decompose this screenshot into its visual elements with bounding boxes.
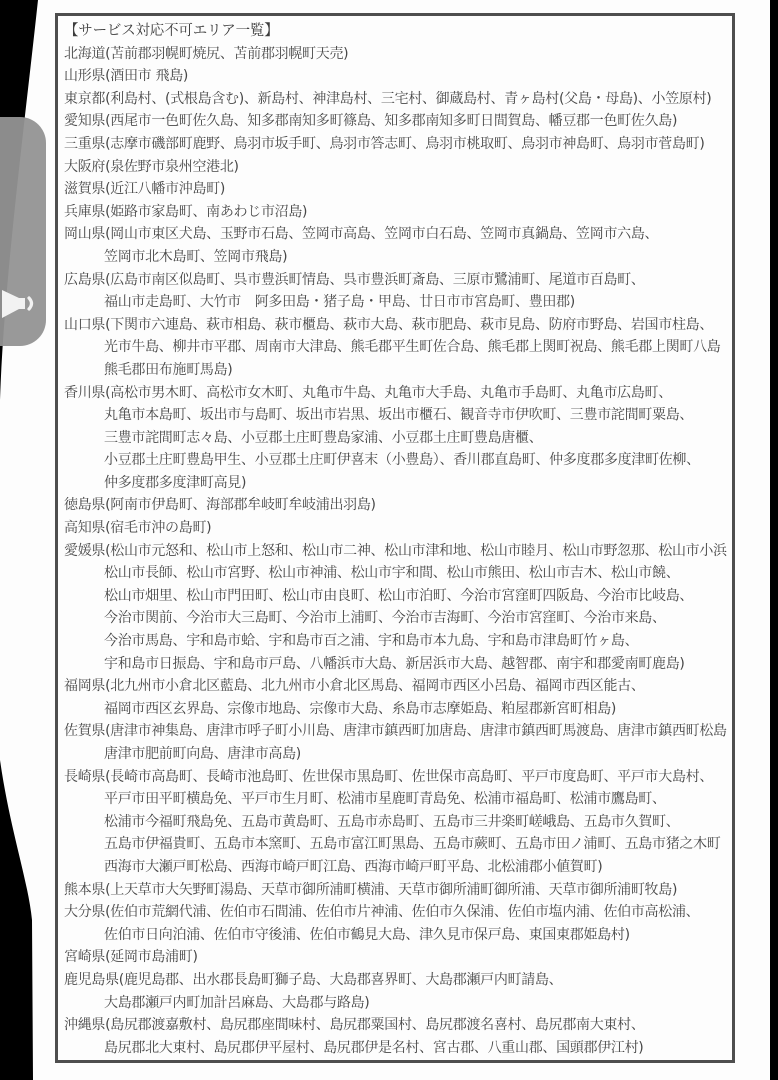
area-line: 兵庫県(姫路市家島町、南あわじ市沼島) bbox=[64, 203, 308, 220]
area-line: 今治市馬島、宇和島市蛤、宇和島市百之浦、宇和島市本九島、宇和島市津島町竹ヶ島、 bbox=[104, 633, 639, 650]
area-line: 鹿児島県(鹿児島郡、出水郡長島町獅子島、大島郡喜界町、大島郡瀬戸内町請島、 bbox=[64, 971, 563, 988]
area-line: 大阪府(泉佐野市泉州空港北) bbox=[64, 158, 239, 175]
area-line: 北海道(苫前郡羽幌町焼尻、苫前郡羽幌町天売) bbox=[64, 45, 349, 62]
area-line: 松山市長師、松山市宮野、松山市神浦、松山市宇和間、松山市熊田、松山市吉木、松山市饒、 bbox=[104, 565, 680, 582]
area-line: 小豆郡土庄町豊島甲生、小豆郡土庄町伊喜末（小豊島）、香川郡直島町、仲多度郡多度津町佐柳、 bbox=[104, 452, 700, 469]
area-line: 徳島県(阿南市伊島町、海部郡牟岐町牟岐浦出羽島) bbox=[64, 497, 376, 514]
area-line: 西海市大瀬戸町松島、西海市崎戸町江島、西海市崎戸町平島、北松浦郡小値賀町) bbox=[104, 858, 603, 875]
area-line: 佐伯市日向泊浦、佐伯市守後浦、佐伯市鶴見大島、津久見市保戸島、東国東郡姫島村) bbox=[104, 926, 630, 943]
area-line: 福岡市西区玄界島、宗像市地島、宗像市大島、糸島市志摩姫島、粕屋郡新宮町相島) bbox=[104, 700, 617, 717]
area-line: 宇和島市日振島、宇和島市戸島、八幡浜市大島、新居浜市大島、越智郡、南宇和郡愛南町鹿島) bbox=[104, 655, 685, 672]
area-line: 山形県(酒田市 飛島) bbox=[64, 68, 189, 85]
speaker-low-volume-icon bbox=[0, 285, 38, 323]
area-line: 光市牛島、柳井市平郡、周南市大津島、熊毛郡平生町佐合島、熊毛郡上関町祝島、熊毛郡上関町八島 bbox=[104, 339, 721, 356]
player-volume-overlay bbox=[0, 117, 46, 346]
area-line: 笠岡市北木島町、笠岡市飛島) bbox=[104, 248, 288, 265]
area-line: 香川県(高松市男木町、高松市女木町、丸亀市牛島、丸亀市大手島、丸亀市手島町、丸亀市広島町、 bbox=[64, 384, 672, 401]
area-line: 岡山県(岡山市東区犬島、玉野市石島、笠岡市高島、笠岡市白石島、笠岡市真鍋島、笠岡市六島、 bbox=[64, 226, 659, 243]
area-line: 滋賀県(近江八幡市沖島町) bbox=[64, 181, 226, 198]
area-line: 熊本県(上天草市大矢野町湯島、天草市御所浦町横浦、天草市御所浦町御所浦、天草市御所浦町牧島) bbox=[64, 881, 678, 898]
area-line: 大分県(佐伯市荒網代浦、佐伯市石間浦、佐伯市片神浦、佐伯市久保浦、佐伯市塩内浦、佐伯市高松浦、 bbox=[64, 904, 700, 921]
area-line: 宮崎県(延岡市島浦町) bbox=[64, 949, 198, 966]
area-line: 高知県(宿毛市沖の島町) bbox=[64, 520, 212, 537]
area-line: 熊毛郡田布施町馬島) bbox=[104, 361, 233, 378]
area-line: 唐津市肥前町向島、唐津市高島) bbox=[104, 746, 301, 762]
area-line: 佐賀県(唐津市神集島、唐津市呼子町小川島、唐津市鎮西町加唐島、唐津市鎮西町馬渡島、唐津市鎮西町松島 bbox=[64, 723, 727, 740]
area-line: 大島郡瀬戸内町加計呂麻島、大島郡与路島) bbox=[104, 994, 370, 1011]
area-line: 広島県(広島市南区似島町、呉市豊浜町情島、呉市豊浜町斎島、三原市鷺浦町、尾道市百島町、 bbox=[64, 271, 645, 288]
area-line: 今治市関前、今治市大三島町、今治市上浦町、今治市吉海町、今治市宮窪町、今治市来島、 bbox=[104, 610, 666, 627]
area-line: 沖縄県(島尻郡渡嘉敷村、島尻郡座間味村、島尻郡粟国村、島尻郡渡名喜村、島尻郡南大東村、 bbox=[64, 1017, 645, 1034]
area-line: 福岡県(北九州市小倉北区藍島、北九州市小倉北区馬島、福岡市西区小呂島、福岡市西区能古、 bbox=[64, 678, 645, 695]
area-line: 三重県(志摩市磯部町鹿野、鳥羽市坂手町、鳥羽市答志町、鳥羽市桃取町、鳥羽市神島町、鳥羽市菅島町) bbox=[64, 135, 705, 152]
area-line: 五島市伊福貴町、五島市本窯町、五島市富江町黒島、五島市蕨町、五島市田ノ浦町、五島市猪之木町 bbox=[104, 836, 721, 853]
area-line: 愛知県(西尾市一色町佐久島、知多郡南知多町篠島、知多郡南知多町日間賀島、幡豆郡一色町佐久島) bbox=[64, 113, 678, 130]
area-line: 仲多度郡多度津町高見) bbox=[104, 474, 247, 491]
mute-button[interactable] bbox=[0, 285, 38, 323]
area-line: 丸亀市本島町、坂出市与島町、坂出市岩黒、坂出市櫃石、観音寺市伊吹町、三豊市詫間町粟島、 bbox=[104, 407, 694, 424]
area-line: 福山市走島町、大竹市 阿多田島・猪子島・甲島、廿日市市宮島町、豊田郡) bbox=[104, 294, 575, 311]
area-line: 平戸市田平町横島免、平戸市生月町、松浦市星鹿町青島免、松浦市福島町、松浦市鷹島町、 bbox=[104, 791, 666, 808]
area-line: 三豊市詫間町志々島、小豆郡土庄町豊島家浦、小豆郡土庄町豊島唐櫃、 bbox=[104, 429, 543, 446]
area-line: 松山市畑里、松山市門田町、松山市由良町、松山市泊町、今治市宮窪町四阪島、今治市比岐島、 bbox=[104, 587, 694, 604]
service-area-document bbox=[55, 13, 735, 1063]
area-line: 島尻郡北大東村、島尻郡伊平屋村、島尻郡伊是名村、宮古郡、八重山郡、国頭郡伊江村) bbox=[104, 1039, 644, 1056]
area-line: 松浦市今福町飛島免、五島市黄島町、五島市赤島町、五島市三井楽町嵯峨島、五島市久賀町、 bbox=[104, 813, 680, 830]
area-line: 愛媛県(松山市元怒和、松山市上怒和、松山市二神、松山市津和地、松山市睦月、松山市野忽那、松山市小浜 bbox=[64, 542, 727, 559]
area-list bbox=[64, 43, 726, 1060]
area-line: 東京都(利島村、(式根島含む)、新島村、神津島村、三宅村、御蔵島村、青ヶ島村(父島・母島)、小笠原村) bbox=[64, 90, 712, 107]
area-line: 長崎県(長崎市高島町、長崎市池島町、佐世保市黒島町、佐世保市高島町、平戸市度島町、平戸市大島村、 bbox=[64, 768, 714, 785]
area-line: 山口県(下関市六連島、萩市相島、萩市櫃島、萩市大島、萩市肥島、萩市見島、防府市野島、岩国市柱島、 bbox=[64, 316, 714, 333]
document-title: 【サービス対応不可エリア一覧】 bbox=[64, 23, 279, 39]
